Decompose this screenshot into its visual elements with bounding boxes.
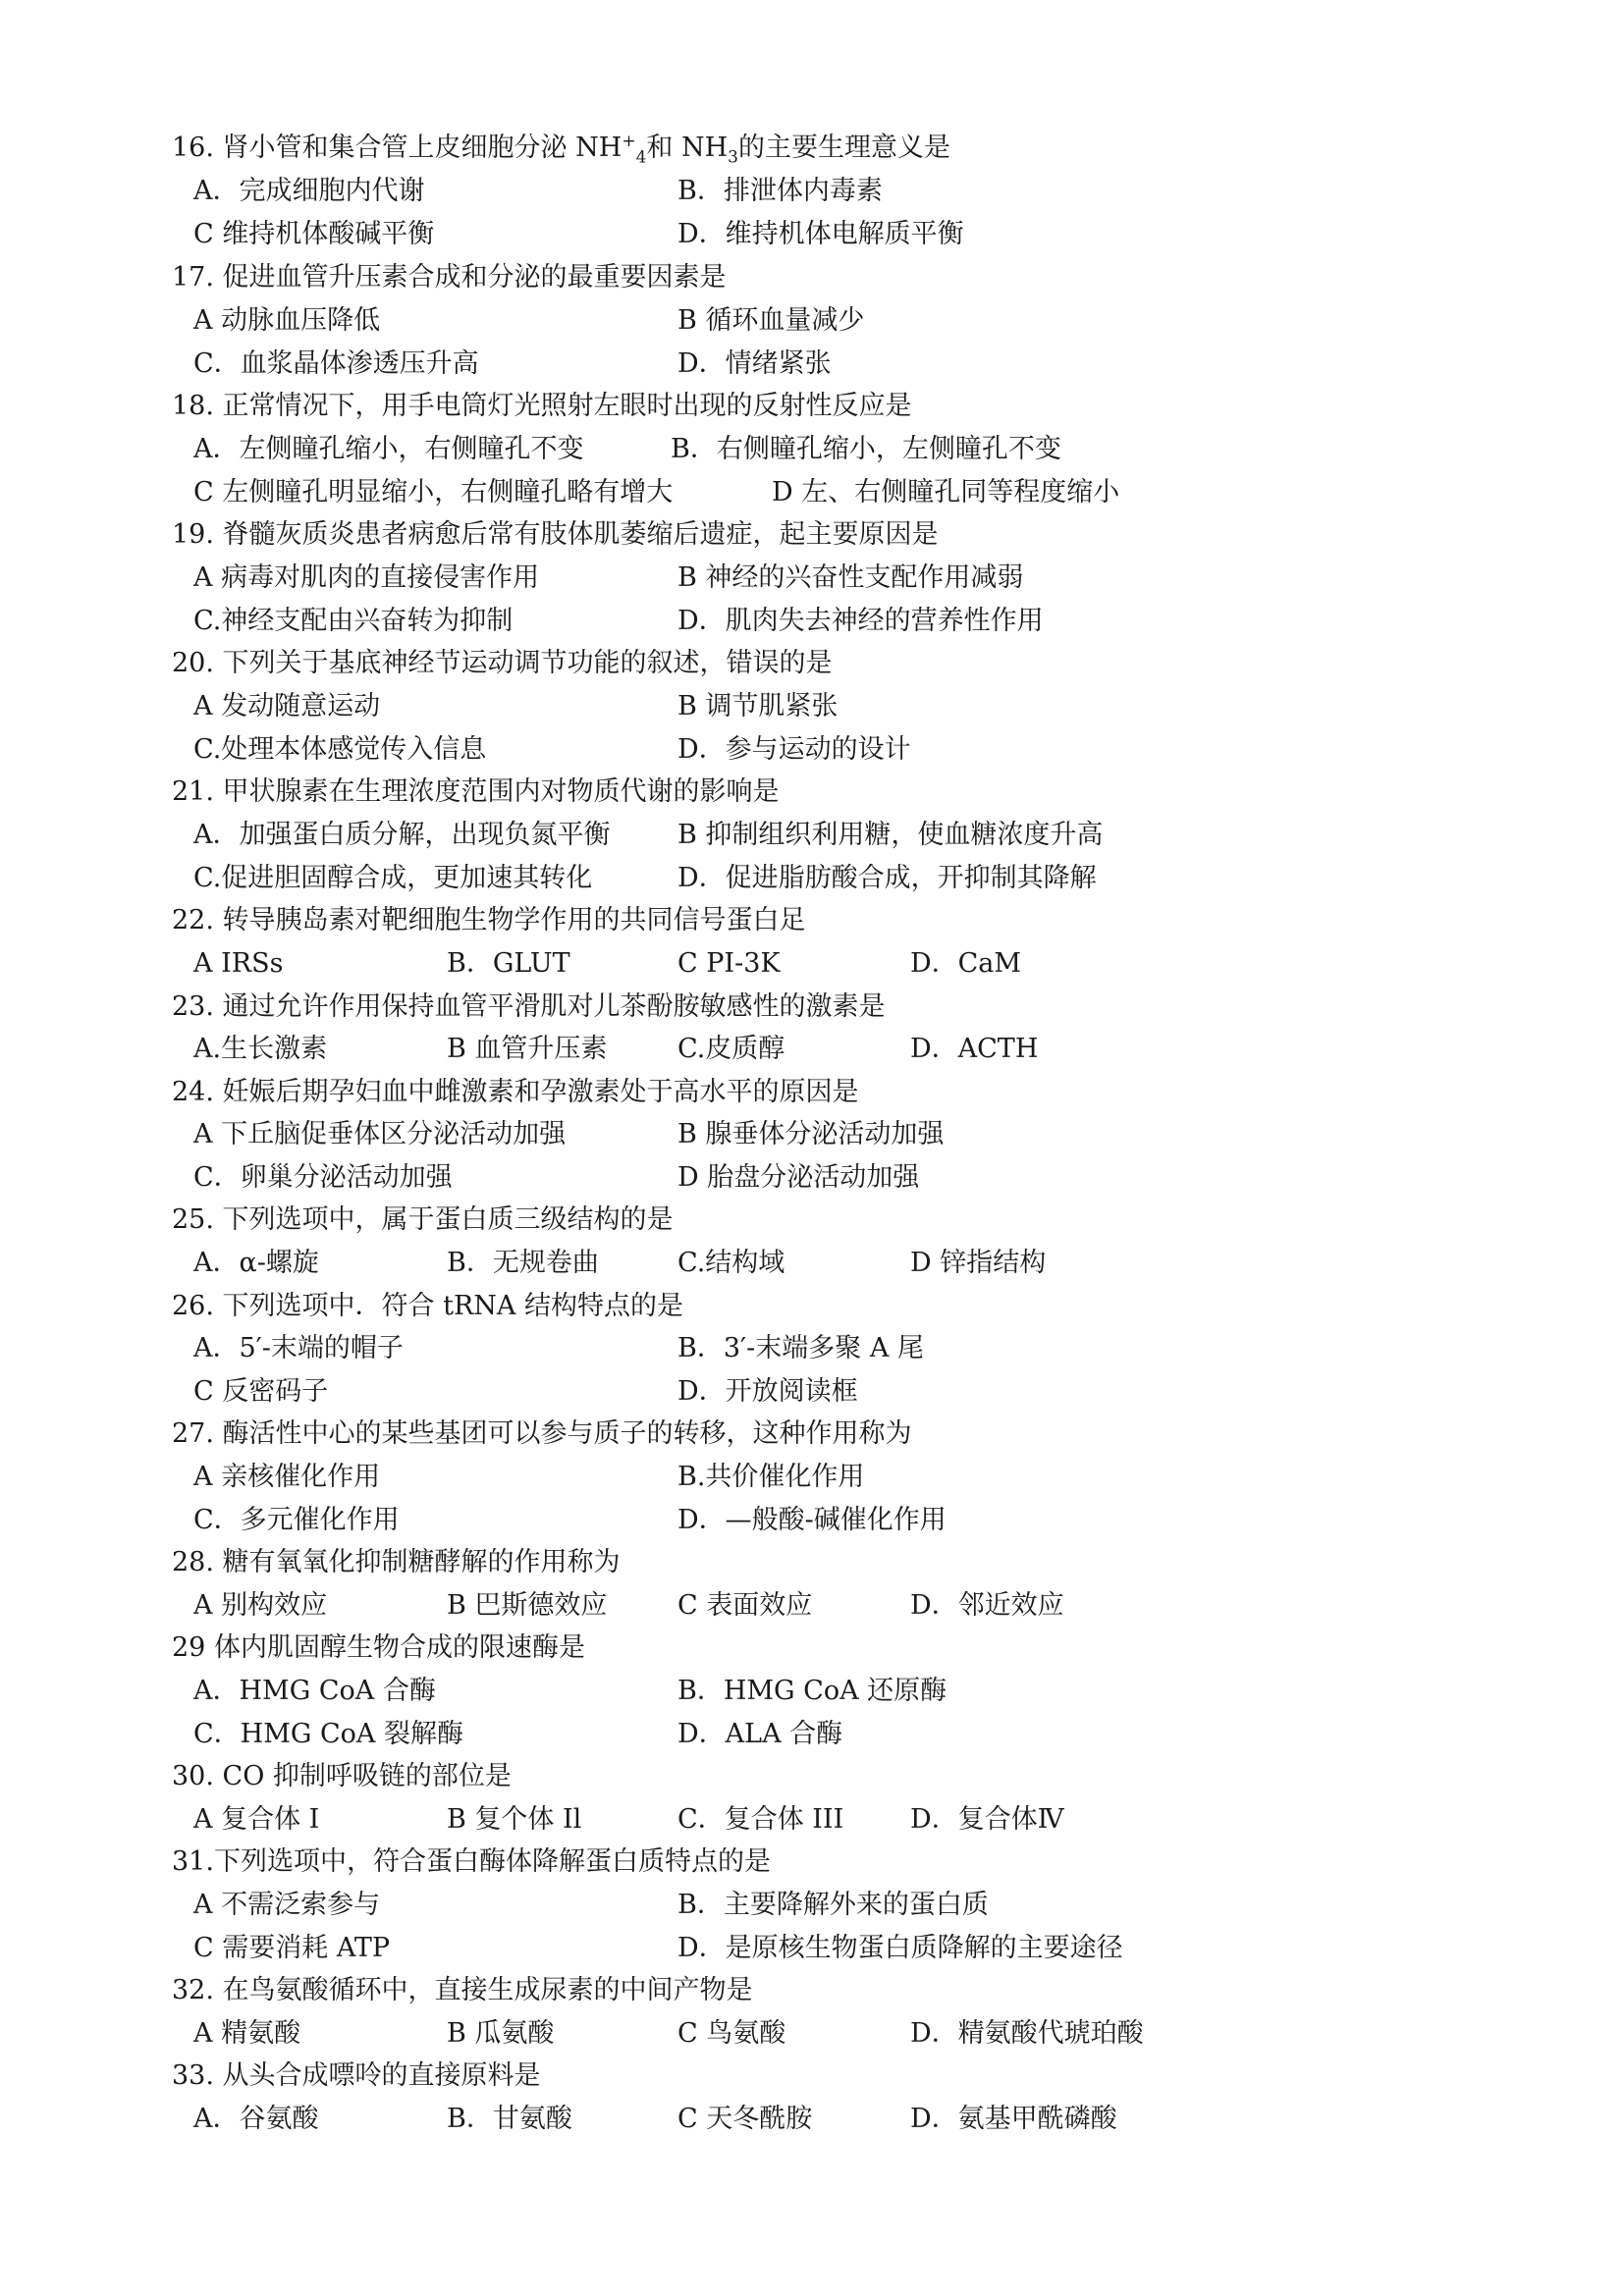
stem-text: 转导胰岛素对靶细胞生物学作用的共同信号蛋白足 (222, 905, 806, 935)
option-d: D．ALA 合酶 (677, 1719, 843, 1749)
question-33-stem (172, 2055, 541, 2098)
option-d: D．开放阅读框 (677, 1376, 858, 1407)
option-a: A 别构效应 (193, 1590, 328, 1621)
stem-text: 妊娠后期孕妇血中雌激素和孕激素处于高水平的原因是 (222, 1077, 859, 1107)
option-a: A．加强蛋白质分解，出现负氮平衡 (193, 820, 611, 850)
stem-text: 在鸟氨酸循环中，直接生成尿素的中间产物是 (222, 1975, 753, 2005)
stem-text: 体内肌固醇生物合成的限速酶是 (213, 1632, 585, 1663)
option-d: D．情绪紧张 (677, 348, 832, 379)
stem-text: 从头合成嘌呤的直接原料是 (222, 2060, 541, 2091)
question-28-stem (172, 1541, 621, 1584)
option-b: B 血管升压素 (447, 1034, 608, 1064)
option-b: B 神经的兴奋性支配作用减弱 (677, 562, 1024, 593)
question-stem (172, 127, 950, 170)
option-b: B 调节肌紧张 (677, 691, 839, 721)
stem-text: 下列关于基底神经节运动调节功能的叙述，错误的是 (222, 648, 833, 678)
question-18-stem (172, 385, 912, 428)
option-a: A 亲核催化作用 (193, 1462, 381, 1492)
option-c: C 鸟氨酸 (677, 2018, 786, 2049)
option-a: A 不需泛索参与 (193, 1890, 381, 1920)
option-d: D．邻近效应 (910, 1590, 1064, 1621)
option-d: D．ACTH (910, 1034, 1039, 1064)
stem-text: 脊髓灰质炎患者病愈后常有肢体肌萎缩后遗症，起主要原因是 (222, 519, 939, 550)
question-number: 25. (172, 1204, 214, 1235)
question-31-stem (172, 1841, 771, 1884)
option-d: D．促进脂肪酸合成，开抑制其降解 (677, 863, 1097, 893)
option-c: C．卵巢分泌活动加强 (193, 1162, 453, 1193)
question-20-stem (172, 642, 833, 685)
question-number: 22. (172, 905, 214, 935)
question-25-stem (172, 1199, 674, 1242)
stem-text: CO 抑制呼吸链的部位是 (222, 1761, 512, 1791)
option-c: C.神经支配由兴奋转为抑制 (193, 606, 514, 636)
option-c: C 需要消耗 ATP (193, 1933, 391, 1963)
option-b: B．甘氨酸 (447, 2104, 572, 2134)
question-number: 32. (172, 1975, 214, 2005)
option-c: C 左侧瞳孔明显缩小，右侧瞳孔略有增大 (193, 477, 674, 507)
option-b: B 复个体 Il (447, 1804, 582, 1835)
option-d: D．是原核生物蛋白质降解的主要途径 (677, 1933, 1123, 1963)
question-number: 19. (172, 519, 214, 550)
option-b: B 腺垂体分泌活动加强 (677, 1119, 945, 1149)
question-19-stem (172, 513, 939, 557)
option-d: D．精氨酸代琥珀酸 (910, 2018, 1144, 2049)
question-24-stem (172, 1071, 859, 1114)
stem-text: 下列选项中．符合 tRNA 结构特点的是 (222, 1291, 684, 1321)
stem-text: 下列选项中，属于蛋白质三级结构的是 (222, 1204, 674, 1235)
option-b: B.共价催化作用 (677, 1462, 865, 1492)
option-a: A．完成细胞内代谢 (193, 176, 425, 206)
option-a: A 发动随意运动 (193, 691, 381, 721)
stem-subscript: 4 (635, 147, 647, 168)
stem-text: 下列选项中，符合蛋白酶体降解蛋白质特点的是 (213, 1846, 771, 1877)
option-b: B．排泄体内毒素 (677, 176, 883, 206)
question-22-stem (172, 899, 806, 942)
option-d: D．参与运动的设计 (677, 734, 911, 765)
option-a: A．α-螺旋 (193, 1248, 319, 1278)
option-a: A．5′-末端的帽子 (193, 1333, 404, 1363)
option-a: A 精氨酸 (193, 2018, 301, 2049)
option-b: B．右侧瞳孔缩小，左侧瞳孔不变 (671, 434, 1061, 464)
option-c: C PI-3K (677, 948, 781, 979)
question-number: 26. (172, 1291, 214, 1321)
option-b: B．主要降解外来的蛋白质 (677, 1890, 989, 1920)
question-number: 21. (172, 776, 214, 807)
stem-text-part: 的主要生理意义是 (737, 133, 950, 163)
question-21-stem (172, 771, 780, 814)
option-b: B 抑制组织利用糖，使血糖浓度升高 (677, 820, 1104, 850)
question-number: 17. (172, 262, 214, 293)
stem-text: 甲状腺素在生理浓度范围内对物质代谢的影响是 (222, 776, 780, 807)
option-d: D．—般酸-碱催化作用 (677, 1505, 947, 1535)
option-c: C．血浆晶体渗透压升高 (193, 348, 479, 379)
option-c: C．复合体 III (677, 1804, 844, 1835)
stem-text: 促进血管升压素合成和分泌的最重要因素是 (222, 262, 727, 293)
question-23-stem (172, 986, 886, 1029)
option-b: B．GLUT (447, 948, 570, 979)
option-a: A 病毒对肌肉的直接侵害作用 (193, 562, 540, 593)
option-b: B．HMG CoA 还原酶 (677, 1676, 947, 1706)
option-d: D．复合体Ⅳ (910, 1804, 1064, 1835)
question-number: 23. (172, 991, 214, 1022)
question-number: 24. (172, 1077, 214, 1107)
stem-text: 通过允许作用保持血管平滑肌对儿茶酚胺敏感性的激素是 (222, 991, 886, 1022)
question-number: 29 (172, 1632, 206, 1663)
option-b: B 瓜氨酸 (447, 2018, 555, 2049)
question-number: 16. (172, 133, 214, 163)
option-d: D 左、右侧瞳孔同等程度缩小 (772, 477, 1120, 507)
option-c: C 维持机体酸碱平衡 (193, 219, 435, 249)
option-b: B．无规卷曲 (447, 1248, 599, 1278)
option-d: D．肌肉失去神经的营养性作用 (677, 606, 1044, 636)
option-d: D 胎盘分泌活动加强 (677, 1162, 920, 1193)
option-b: B 巴斯德效应 (447, 1590, 608, 1621)
option-c: C．HMG CoA 裂解酶 (193, 1719, 463, 1749)
option-a: A 动脉血压降低 (193, 305, 381, 336)
option-b: B 循环血量减少 (677, 305, 865, 336)
option-d: D 锌指结构 (910, 1248, 1047, 1278)
option-c: C 表面效应 (677, 1590, 813, 1621)
option-a: A．HMG CoA 合酶 (193, 1676, 436, 1706)
stem-text: 酶活性中心的某些基团可以参与质子的转移，这种作用称为 (222, 1418, 912, 1449)
question-27-stem (172, 1413, 912, 1456)
option-c: C.处理本体感觉传入信息 (193, 734, 487, 765)
option-d: D．CaM (910, 948, 1022, 979)
option-d: D．氨基甲酰磷酸 (910, 2104, 1117, 2134)
question-number: 33. (172, 2060, 214, 2091)
option-c: C 天冬酰胺 (677, 2104, 813, 2134)
question-29-stem (172, 1627, 585, 1670)
stem-text: 正常情况下，用手电筒灯光照射左眼时出现的反射性反应是 (222, 391, 912, 421)
option-c: C.促进胆固醇合成，更加速其转化 (193, 863, 593, 893)
option-c: C．多元催化作用 (193, 1505, 400, 1535)
question-number: 18. (172, 391, 214, 421)
option-a: A.生长激素 (193, 1034, 328, 1064)
stem-text-part: 肾小管和集合管上皮细胞分泌 NH (222, 133, 623, 163)
question-number: 31. (172, 1846, 214, 1877)
question-number: 20. (172, 648, 214, 678)
question-26-stem (172, 1285, 683, 1328)
option-c: C.皮质醇 (677, 1034, 785, 1064)
option-c: C.结构域 (677, 1248, 785, 1278)
stem-subscript: 3 (728, 147, 738, 168)
option-c: C 反密码子 (193, 1376, 329, 1407)
question-number: 30. (172, 1761, 214, 1791)
question-32-stem (172, 1969, 753, 2012)
stem-text: 糖有氧氧化抑制糖酵解的作用称为 (222, 1547, 621, 1577)
option-b: B．3′-末端多聚 A 尾 (677, 1333, 924, 1363)
question-16-stem (0, 127, 1624, 170)
option-d: D．维持机体电解质平衡 (677, 219, 964, 249)
option-a: A IRSs (193, 948, 284, 979)
question-number: 27. (172, 1418, 214, 1449)
question-30-stem (172, 1755, 512, 1798)
option-a: A 下丘脑促垂体区分泌活动加强 (193, 1119, 567, 1149)
option-a: A 复合体 I (193, 1804, 320, 1835)
question-number: 28. (172, 1547, 214, 1577)
question-17-stem (172, 256, 727, 299)
option-a: A．左侧瞳孔缩小，右侧瞳孔不变 (193, 434, 584, 464)
stem-superscript: + (622, 132, 636, 151)
option-a: A．谷氨酸 (193, 2104, 319, 2134)
stem-text-part: 和 NH (646, 133, 729, 163)
